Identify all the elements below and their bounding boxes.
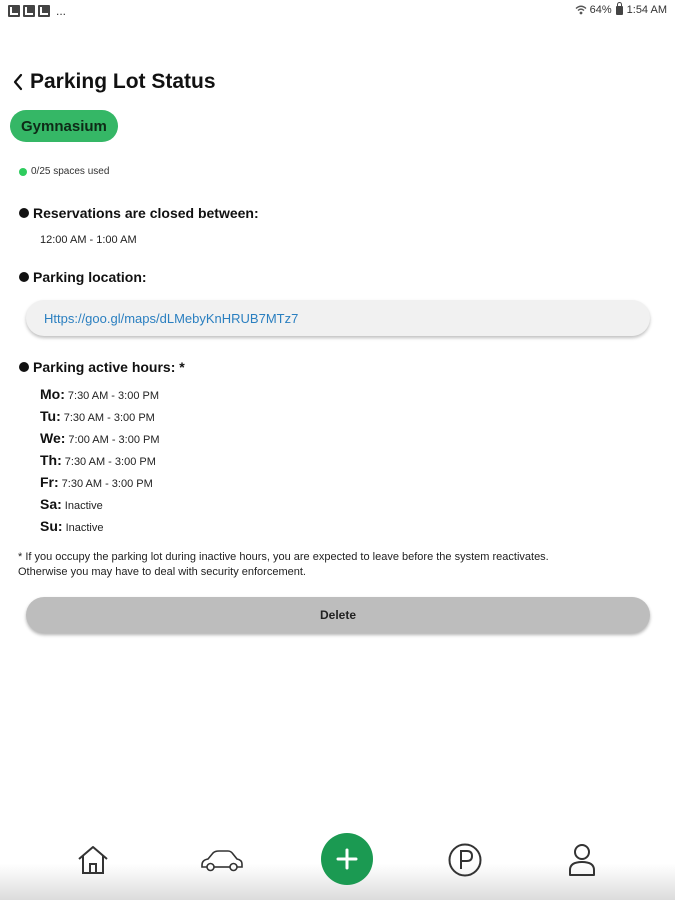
nav-vehicles[interactable]: [200, 838, 244, 882]
day-hours: 7:00 AM - 3:00 PM: [68, 434, 160, 446]
wifi-icon: [575, 4, 587, 16]
chevron-left-icon: [12, 73, 24, 91]
inactive-hours-note: [18, 550, 658, 580]
hours-row-friday: [40, 474, 160, 496]
parking-icon: [447, 842, 483, 878]
hours-row-tuesday: [40, 408, 160, 430]
reservations-heading: [19, 205, 259, 221]
lot-name-chip: Gymnasium: [10, 110, 118, 142]
battery-level: 64%: [589, 4, 612, 16]
gallery-notification-icon: [8, 5, 20, 17]
back-button[interactable]: [8, 68, 28, 96]
day-hours: Inactive: [65, 522, 104, 534]
car-icon: [200, 845, 244, 875]
status-notifications: [8, 5, 66, 17]
day-hours: 7:30 AM - 3:00 PM: [63, 412, 155, 424]
more-notifications: ...: [56, 4, 67, 18]
reservations-heading-text: Reservations are closed between:: [33, 205, 259, 221]
page-title: Parking Lot Status: [30, 70, 216, 93]
location-link-box[interactable]: [26, 300, 650, 336]
day-hours: 7:30 AM - 3:00 PM: [67, 390, 159, 402]
hours-row-wednesday: [40, 430, 160, 452]
day-label: Su:: [40, 518, 63, 534]
image-notification-icon: [38, 5, 50, 17]
add-reservation-button[interactable]: [321, 833, 373, 885]
location-heading-text: Parking location:: [33, 269, 147, 285]
hours-row-sunday: [40, 518, 160, 540]
status-system: [575, 4, 667, 16]
usage-status: [19, 166, 109, 177]
bottom-navigation: [0, 820, 675, 900]
home-icon: [75, 842, 111, 878]
hours-row-monday: [40, 386, 160, 408]
app-header: [8, 66, 216, 98]
bullet-icon: [19, 362, 29, 372]
location-heading: [19, 269, 147, 285]
hours-row-saturday: [40, 496, 160, 518]
lock-icon: [616, 6, 623, 15]
nav-parking[interactable]: [443, 838, 487, 882]
day-hours: 7:30 AM - 3:00 PM: [64, 456, 156, 468]
day-label: Mo:: [40, 386, 65, 402]
active-hours-list: [40, 386, 160, 540]
status-bar: [0, 0, 675, 24]
profile-icon: [567, 842, 597, 878]
add-icon: [336, 848, 358, 870]
bullet-icon: [19, 272, 29, 282]
day-label: Fr:: [40, 474, 59, 490]
photo-notification-icon: [23, 5, 35, 17]
hours-row-thursday: [40, 452, 160, 474]
clock: 1:54 AM: [626, 4, 667, 16]
available-status-icon: [19, 168, 27, 176]
day-label: Sa:: [40, 496, 62, 512]
reservations-closed-time: 12:00 AM - 1:00 AM: [40, 234, 137, 246]
nav-profile[interactable]: [560, 838, 604, 882]
usage-text: 0/25 spaces used: [31, 166, 110, 177]
active-hours-heading: [19, 359, 185, 375]
day-label: Th:: [40, 452, 62, 468]
nav-home[interactable]: [71, 838, 115, 882]
day-hours: 7:30 AM - 3:00 PM: [61, 478, 153, 490]
active-hours-heading-text: Parking active hours: *: [33, 359, 185, 375]
day-label: We:: [40, 430, 66, 446]
day-hours: Inactive: [64, 500, 103, 512]
location-link[interactable]: Https://goo.gl/maps/dLMebyKnHRUB7MTz7: [44, 310, 299, 326]
note-line: Otherwise you may have to deal with security enforcement.: [18, 566, 306, 578]
day-label: Tu:: [40, 408, 61, 424]
bullet-icon: [19, 208, 29, 218]
note-line: * If you occupy the parking lot during inactive hours, you are expected to leave before the system reactivates.: [18, 551, 549, 563]
delete-button[interactable]: Delete: [26, 597, 650, 633]
